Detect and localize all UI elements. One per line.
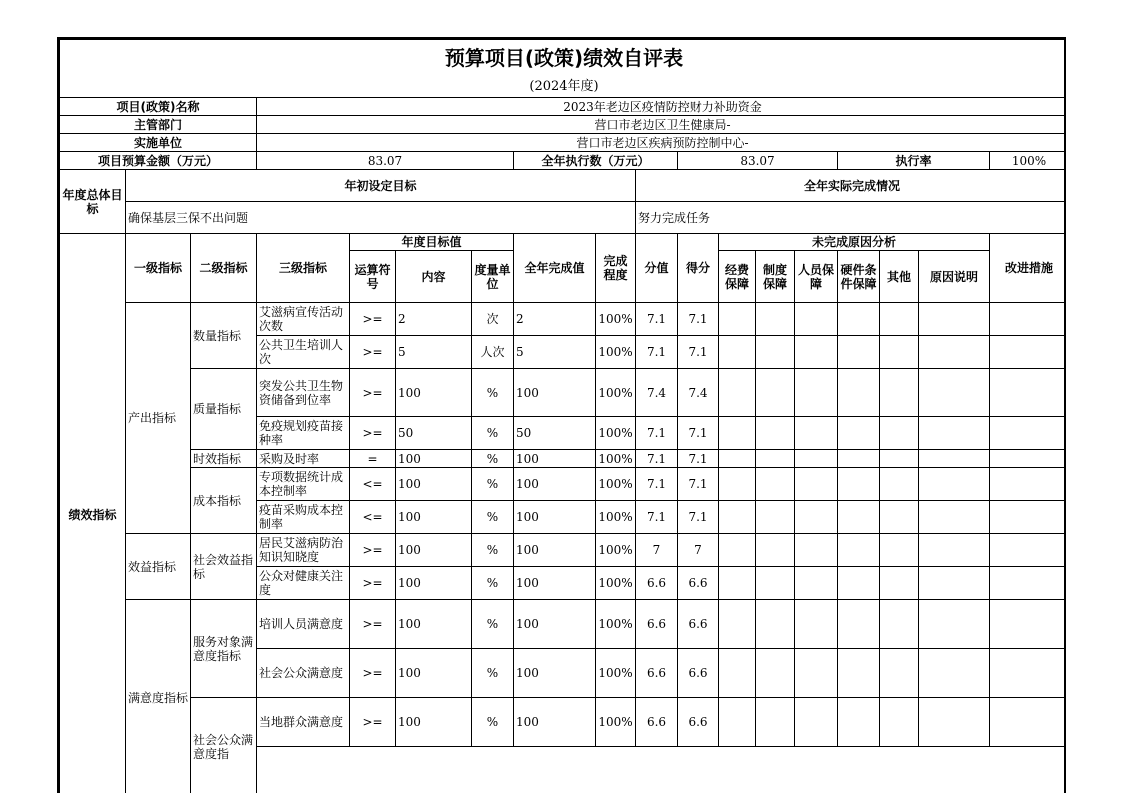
- operator: >=: [350, 303, 396, 336]
- table-row: [60, 468, 1067, 501]
- reason-hardware-cell: [838, 534, 880, 567]
- group-benefit: 效益指标: [126, 534, 191, 600]
- target-content: 50: [396, 417, 472, 450]
- reason-system-cell: [756, 303, 795, 336]
- score-value: 7.1: [636, 450, 678, 468]
- reason-fund-cell: [719, 534, 756, 567]
- subgroup-quantity: 数量指标: [191, 303, 257, 369]
- reason-other-cell: [880, 417, 919, 450]
- reason-hardware-cell: [838, 417, 880, 450]
- target-content: 100: [396, 698, 472, 747]
- reason-staff-cell: [795, 501, 838, 534]
- operator: >=: [350, 649, 396, 698]
- target-content: 100: [396, 468, 472, 501]
- score: 7.1: [678, 468, 719, 501]
- reason-hardware-cell: [838, 336, 880, 369]
- reason-fund-cell: [719, 336, 756, 369]
- completion-degree: 100%: [596, 501, 636, 534]
- reason-system-cell: [756, 600, 795, 649]
- project-name-label: 项目(政策)名称: [60, 98, 257, 116]
- improve-cell: [990, 369, 1067, 417]
- table-row: [60, 303, 1067, 336]
- reason-other-cell: [880, 649, 919, 698]
- score-value: 6.6: [636, 600, 678, 649]
- operator: >=: [350, 417, 396, 450]
- target-content: 2: [396, 303, 472, 336]
- reason-desc-cell: [919, 417, 990, 450]
- reason-hardware-cell: [838, 501, 880, 534]
- impl-label: 实施单位: [60, 134, 257, 152]
- score-header: 得分: [678, 234, 719, 303]
- reason-system-cell: [756, 567, 795, 600]
- reason-hardware-cell: [838, 649, 880, 698]
- reason-desc-cell: [919, 303, 990, 336]
- indicator-name: 专项数据统计成本控制率: [257, 468, 350, 501]
- reason-fund-cell: [719, 567, 756, 600]
- reason-other-cell: [880, 336, 919, 369]
- score: 6.6: [678, 698, 719, 747]
- target-content: 100: [396, 369, 472, 417]
- target-content: 100: [396, 450, 472, 468]
- reason-hardware-cell: [838, 369, 880, 417]
- rate-label: 执行率: [838, 152, 990, 170]
- score-value: 6.6: [636, 567, 678, 600]
- completion-degree: 100%: [596, 417, 636, 450]
- reason-system-cell: [756, 534, 795, 567]
- reason-other-cell: [880, 369, 919, 417]
- reason-desc-cell: [919, 468, 990, 501]
- annual-target-header: 年度目标值: [350, 234, 514, 251]
- indicator-name: 社会公众满意度: [257, 649, 350, 698]
- target-content: 100: [396, 534, 472, 567]
- completion-degree: 100%: [596, 468, 636, 501]
- unit: %: [472, 600, 514, 649]
- reason-desc-cell: [919, 649, 990, 698]
- improve-cell: [990, 303, 1067, 336]
- reason-staff-cell: [795, 698, 838, 747]
- executed-value: 83.07: [678, 152, 838, 170]
- reason-staff-cell: [795, 369, 838, 417]
- full-year-value: 100: [514, 534, 596, 567]
- target-content: 100: [396, 567, 472, 600]
- completion-degree: 100%: [596, 600, 636, 649]
- reason-staff-cell: [795, 417, 838, 450]
- group-satisfaction: 满意度指标: [126, 600, 191, 793]
- subgroup-social: 社会效益指标: [191, 534, 257, 600]
- evaluation-table: [59, 39, 1066, 793]
- reason-system-cell: [756, 369, 795, 417]
- target-content: 100: [396, 649, 472, 698]
- subgroup-service-object: 服务对象满意度指标: [191, 600, 257, 698]
- project-name-value: 2023年老边区疫情防控财力补助资金: [257, 98, 1067, 116]
- full-year-value: 100: [514, 600, 596, 649]
- reason-hardware-cell: [838, 698, 880, 747]
- score-value: 7: [636, 534, 678, 567]
- reason-system-cell: [756, 450, 795, 468]
- reason-staff-cell: [795, 567, 838, 600]
- reason-hardware-cell: [838, 567, 880, 600]
- budget-label: 项目预算金额（万元）: [60, 152, 257, 170]
- reason-fund-cell: [719, 468, 756, 501]
- improve-cell: [990, 649, 1067, 698]
- full-year-value: 100: [514, 450, 596, 468]
- page-title: 预算项目(政策)绩效自评表: [60, 40, 1067, 77]
- reason-system-cell: [756, 417, 795, 450]
- reason-fund-cell: [719, 649, 756, 698]
- score: 7: [678, 534, 719, 567]
- reason-staff-cell: [795, 649, 838, 698]
- operator: >=: [350, 567, 396, 600]
- target-content: 5: [396, 336, 472, 369]
- table-row: [60, 600, 1067, 649]
- reason-hardware-header: 硬件条件保障: [838, 251, 880, 303]
- score: 6.6: [678, 649, 719, 698]
- reason-fund-header: 经费保障: [719, 251, 756, 303]
- initial-goal-value: 确保基层三保不出问题: [126, 202, 636, 234]
- reason-fund-cell: [719, 303, 756, 336]
- improve-header: 改进措施: [990, 234, 1067, 303]
- score: 6.6: [678, 567, 719, 600]
- unit: %: [472, 417, 514, 450]
- actual-header: 全年实际完成情况: [636, 170, 1067, 202]
- score: 7.1: [678, 417, 719, 450]
- reason-desc-cell: [919, 450, 990, 468]
- operator: >=: [350, 698, 396, 747]
- score-value: 7.1: [636, 501, 678, 534]
- indicator-name: 采购及时率: [257, 450, 350, 468]
- reason-desc-header: 原因说明: [919, 251, 990, 303]
- unit: %: [472, 567, 514, 600]
- subgroup-timeliness: 时效指标: [191, 450, 257, 468]
- overall-goal-label: 年度总体目标: [60, 170, 126, 234]
- reason-desc-cell: [919, 698, 990, 747]
- year-label: (2024年度): [60, 77, 1067, 98]
- unfinished-header: 未完成原因分析: [719, 234, 990, 251]
- improve-cell: [990, 567, 1067, 600]
- indicator-name: 当地群众满意度: [257, 698, 350, 747]
- indicator-name: 公共卫生培训人次: [257, 336, 350, 369]
- reason-desc-cell: [919, 501, 990, 534]
- perf-indicator-label: 绩效指标: [60, 234, 126, 793]
- full-year-header: 全年完成值: [514, 234, 596, 303]
- completion-degree: 100%: [596, 303, 636, 336]
- reason-staff-cell: [795, 468, 838, 501]
- op-header: 运算符号: [350, 251, 396, 303]
- improve-cell: [990, 600, 1067, 649]
- score-value-header: 分值: [636, 234, 678, 303]
- score: 7.1: [678, 450, 719, 468]
- improve-cell: [990, 468, 1067, 501]
- target-content: 100: [396, 501, 472, 534]
- completion-degree: 100%: [596, 336, 636, 369]
- operator: <=: [350, 468, 396, 501]
- score-value: 7.1: [636, 468, 678, 501]
- degree-header: 完成程度: [596, 234, 636, 303]
- reason-desc-cell: [919, 600, 990, 649]
- reason-staff-cell: [795, 303, 838, 336]
- reason-system-cell: [756, 649, 795, 698]
- impl-value: 营口市老边区疾病预防控制中心-: [257, 134, 1067, 152]
- completion-degree: 100%: [596, 450, 636, 468]
- dept-label: 主管部门: [60, 116, 257, 134]
- score: 6.6: [678, 600, 719, 649]
- operator: >=: [350, 534, 396, 567]
- reason-other-cell: [880, 534, 919, 567]
- target-content: 100: [396, 600, 472, 649]
- subgroup-public-satisfaction: 社会公众满意度指: [191, 698, 257, 793]
- unit: %: [472, 649, 514, 698]
- reason-other-cell: [880, 600, 919, 649]
- improve-cell: [990, 534, 1067, 567]
- unit: %: [472, 369, 514, 417]
- operator: =: [350, 450, 396, 468]
- reason-other-cell: [880, 450, 919, 468]
- unit: 人次: [472, 336, 514, 369]
- initial-goal-header: 年初设定目标: [126, 170, 636, 202]
- lvl1-header: 一级指标: [126, 234, 191, 303]
- improve-cell: [990, 417, 1067, 450]
- reason-other-cell: [880, 303, 919, 336]
- reason-fund-cell: [719, 417, 756, 450]
- unit: %: [472, 534, 514, 567]
- reason-hardware-cell: [838, 600, 880, 649]
- executed-label: 全年执行数（万元）: [514, 152, 678, 170]
- completion-degree: 100%: [596, 698, 636, 747]
- score-value: 7.1: [636, 336, 678, 369]
- reason-staff-cell: [795, 336, 838, 369]
- score-value: 7.4: [636, 369, 678, 417]
- reason-hardware-cell: [838, 468, 880, 501]
- reason-desc-cell: [919, 534, 990, 567]
- subgroup-quality: 质量指标: [191, 369, 257, 450]
- reason-other-header: 其他: [880, 251, 919, 303]
- reason-staff-cell: [795, 600, 838, 649]
- score-value: 7.1: [636, 417, 678, 450]
- reason-system-cell: [756, 698, 795, 747]
- unit: %: [472, 450, 514, 468]
- rate-value: 100%: [990, 152, 1067, 170]
- reason-hardware-cell: [838, 303, 880, 336]
- reason-system-header: 制度保障: [756, 251, 795, 303]
- table-row: [60, 698, 1067, 747]
- reason-fund-cell: [719, 501, 756, 534]
- reason-desc-cell: [919, 336, 990, 369]
- unit: %: [472, 698, 514, 747]
- reason-other-cell: [880, 698, 919, 747]
- indicator-name: 免疫规划疫苗接种率: [257, 417, 350, 450]
- unit: %: [472, 468, 514, 501]
- full-year-value: 100: [514, 501, 596, 534]
- full-year-value: 100: [514, 468, 596, 501]
- indicator-name: 居民艾滋病防治知识知晓度: [257, 534, 350, 567]
- unit: %: [472, 501, 514, 534]
- score-value: 6.6: [636, 698, 678, 747]
- full-year-value: 100: [514, 369, 596, 417]
- completion-degree: 100%: [596, 534, 636, 567]
- reason-staff-cell: [795, 450, 838, 468]
- indicator-name: 培训人员满意度: [257, 600, 350, 649]
- unit-header: 度量单位: [472, 251, 514, 303]
- reason-staff-header: 人员保障: [795, 251, 838, 303]
- budget-value: 83.07: [257, 152, 514, 170]
- improve-cell: [990, 336, 1067, 369]
- reason-fund-cell: [719, 698, 756, 747]
- self-evaluation-sheet: [57, 37, 1066, 793]
- subgroup-cost: 成本指标: [191, 468, 257, 534]
- reason-other-cell: [880, 567, 919, 600]
- completion-degree: 100%: [596, 649, 636, 698]
- reason-desc-cell: [919, 369, 990, 417]
- completion-degree: 100%: [596, 369, 636, 417]
- lvl2-header: 二级指标: [191, 234, 257, 303]
- reason-desc-cell: [919, 567, 990, 600]
- unit: 次: [472, 303, 514, 336]
- indicator-name: 突发公共卫生物资储备到位率: [257, 369, 350, 417]
- indicator-name: 疫苗采购成本控制率: [257, 501, 350, 534]
- indicator-name: 公众对健康关注度: [257, 567, 350, 600]
- full-year-value: 100: [514, 698, 596, 747]
- operator: >=: [350, 600, 396, 649]
- reason-system-cell: [756, 336, 795, 369]
- improve-cell: [990, 450, 1067, 468]
- table-row: [60, 369, 1067, 417]
- actual-value: 努力完成任务: [636, 202, 1067, 234]
- full-year-value: 100: [514, 567, 596, 600]
- reason-staff-cell: [795, 534, 838, 567]
- full-year-value: 100: [514, 649, 596, 698]
- reason-fund-cell: [719, 450, 756, 468]
- indicator-name: 艾滋病宣传活动次数: [257, 303, 350, 336]
- table-row: [60, 534, 1067, 567]
- operator: >=: [350, 369, 396, 417]
- score: 7.1: [678, 501, 719, 534]
- lvl3-header: 三级指标: [257, 234, 350, 303]
- completion-degree: 100%: [596, 567, 636, 600]
- score: 7.1: [678, 303, 719, 336]
- operator: >=: [350, 336, 396, 369]
- group-output: 产出指标: [126, 303, 191, 534]
- score-value: 6.6: [636, 649, 678, 698]
- full-year-value: 5: [514, 336, 596, 369]
- score: 7.1: [678, 336, 719, 369]
- full-year-value: 50: [514, 417, 596, 450]
- score: 7.4: [678, 369, 719, 417]
- reason-other-cell: [880, 501, 919, 534]
- dept-value: 营口市老边区卫生健康局-: [257, 116, 1067, 134]
- improve-cell: [990, 501, 1067, 534]
- reason-system-cell: [756, 468, 795, 501]
- reason-other-cell: [880, 468, 919, 501]
- reason-system-cell: [756, 501, 795, 534]
- improve-cell: [990, 698, 1067, 747]
- reason-fund-cell: [719, 600, 756, 649]
- full-year-value: 2: [514, 303, 596, 336]
- content-header: 内容: [396, 251, 472, 303]
- table-row: [60, 450, 1067, 468]
- score-value: 7.1: [636, 303, 678, 336]
- operator: <=: [350, 501, 396, 534]
- reason-hardware-cell: [838, 450, 880, 468]
- reason-fund-cell: [719, 369, 756, 417]
